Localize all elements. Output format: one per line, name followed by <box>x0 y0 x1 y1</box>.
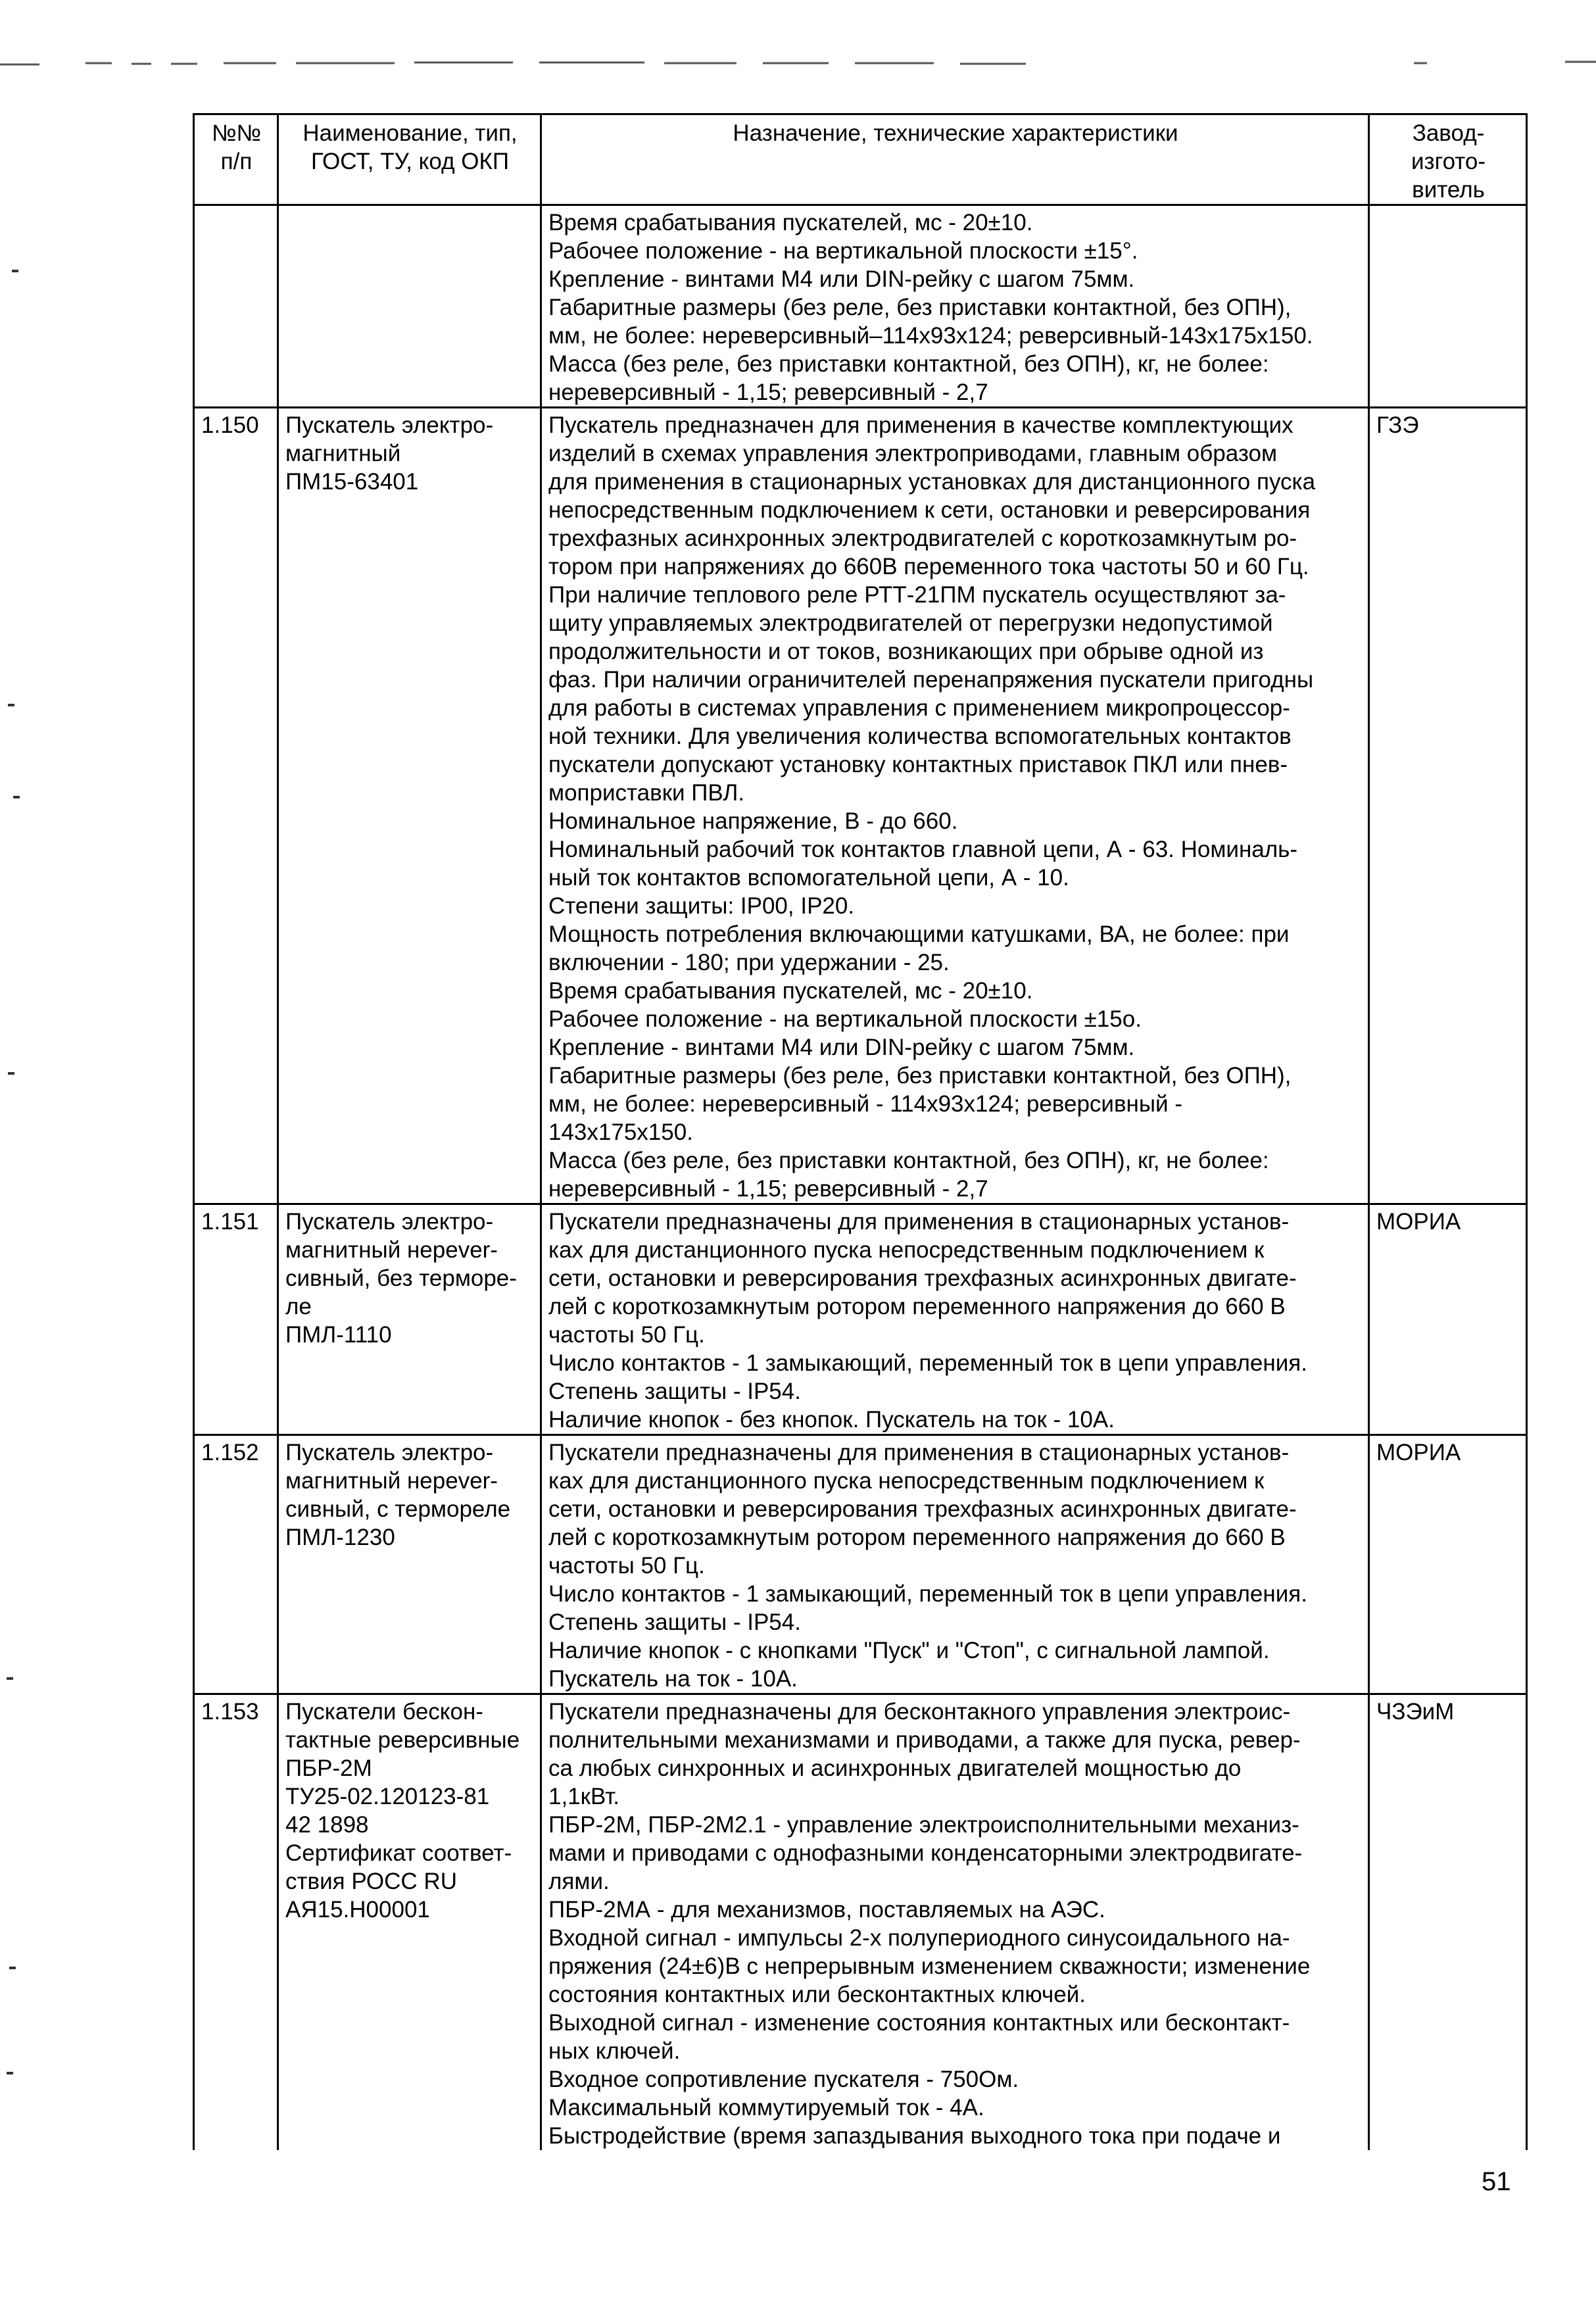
description-line: Номинальное напряжение, В - до 660. <box>548 808 958 834</box>
table-row <box>194 408 1527 1204</box>
description-line: ный ток контактов вспомогательной цепи, А - 10. <box>548 865 1069 891</box>
description-line: 1,1кВт. <box>548 1784 620 1809</box>
description-line: ной техники. Для увеличения количества вспомогательных контактов <box>548 723 1292 749</box>
item-name-line: Пускатель электро- <box>285 1440 494 1465</box>
description-line: Время срабатывания пускателей, мс - 20±10. <box>548 978 1033 1004</box>
description-line: лями. <box>548 1869 610 1894</box>
description-line: мм, не более: нереверсивный–114х93х124; реверсивный-143х175х150. <box>548 323 1313 349</box>
scan-speck <box>7 1677 13 1680</box>
item-name-line: сивный, с термореле <box>285 1496 511 1522</box>
cell-item-name <box>278 408 541 1204</box>
cell-item-number: 1.153 <box>194 1694 278 2151</box>
description-line: тором при напряжениях до 660В переменного тока частоты 50 и 60 Гц. <box>548 554 1309 579</box>
description-line: лей с короткозамкнутым ротором переменного напряжения до 660 В <box>548 1525 1286 1550</box>
description-line: моприставки ПВЛ. <box>548 780 745 806</box>
scan-speck <box>13 796 20 798</box>
description-line: лей с короткозамкнутым ротором переменного напряжения до 660 В <box>548 1294 1286 1319</box>
item-name-line: магнитный <box>285 441 401 466</box>
description-line: ных ключей. <box>548 2038 681 2064</box>
item-name-line: ПБР-2М <box>285 1755 372 1781</box>
description-line: Степени защиты: IP00, IP20. <box>548 893 855 919</box>
cell-item-name <box>278 205 541 408</box>
item-name-line: сивный, без терморе- <box>285 1265 517 1291</box>
description-line: Габаритные размеры (без реле, без приставки контактной, без ОПН), <box>548 295 1292 320</box>
page-number: 51 <box>1482 2167 1511 2196</box>
header-text: №№ <box>211 120 262 146</box>
description-line: ПБР-2М, ПБР-2М2.1 - управление электроисполнительными механиз- <box>548 1812 1299 1838</box>
description-line: са любых синхронных и асинхронных двигателей мощностью до <box>548 1755 1242 1781</box>
description-line: сети, остановки и реверсирования трехфазных асинхронных двигате- <box>548 1496 1297 1522</box>
description-line: включении - 180; при удержании - 25. <box>548 950 950 975</box>
description-line: частоты 50 Гц. <box>548 1322 705 1348</box>
description-line: Крепление - винтами М4 или DIN-рейку с шагом 75мм. <box>548 266 1135 292</box>
description-line: продолжительности и от токов, возникающих при обрыве одной из <box>548 639 1264 664</box>
item-name-line: Пускатель электро- <box>285 412 494 438</box>
cell-manufacturer: ЧЗЭиМ <box>1369 1694 1527 2151</box>
cell-item-description <box>541 408 1369 1204</box>
scan-artifact-line <box>0 55 1596 75</box>
description-line: для применения в стационарных установках для дистанционного пуска <box>548 469 1316 495</box>
header-text: Наименование, тип, <box>302 120 518 146</box>
header-maker <box>1369 114 1527 205</box>
description-line: нереверсивный - 1,15; реверсивный - 2,7 <box>548 380 988 405</box>
scan-speck <box>7 2072 13 2074</box>
header-text: витель <box>1412 177 1485 203</box>
header-desc <box>541 114 1369 205</box>
description-line: нереверсивный - 1,15; реверсивный - 2,7 <box>548 1176 988 1202</box>
description-line: Быстродействие (время запаздывания выходного тока при подаче и <box>548 2123 1281 2149</box>
item-name-line: ПМЛ-1230 <box>285 1525 395 1550</box>
cell-manufacturer <box>1369 205 1527 408</box>
cell-manufacturer: ГЗЭ <box>1369 408 1527 1204</box>
item-name-line: АЯ15.Н00001 <box>285 1897 430 1923</box>
table-row <box>194 1694 1527 2151</box>
cell-item-description <box>541 1694 1369 2151</box>
description-line: Время срабатывания пускателей, мс - 20±10. <box>548 210 1033 235</box>
scan-speck <box>8 704 14 706</box>
description-line: мами и приводами с однофазными конденсаторными электродвигате- <box>548 1840 1303 1866</box>
description-line: Степень защиты - IP54. <box>548 1379 801 1404</box>
scan-speck <box>9 1967 16 1969</box>
header-text: Завод- <box>1412 120 1485 146</box>
description-line: трехфазных асинхронных электродвигателей с короткозамкнутым ро- <box>548 526 1297 551</box>
cell-item-description <box>541 1204 1369 1435</box>
cell-item-name <box>278 1694 541 2151</box>
description-line: Пускатели предназначены для применения в стационарных установ- <box>548 1440 1290 1465</box>
description-line: Мощность потребления включающими катушками, ВА, не более: при <box>548 921 1290 947</box>
item-name-line: магнитный нерever- <box>285 1468 498 1494</box>
item-name-line: Пускатель электро- <box>285 1209 494 1235</box>
cell-item-number <box>194 205 278 408</box>
header-name <box>278 114 541 205</box>
item-name-line: ПМЛ-1110 <box>285 1322 392 1348</box>
description-line: непосредственным подключением к сети, остановки и реверсирования <box>548 497 1311 523</box>
cell-item-number: 1.150 <box>194 408 278 1204</box>
cell-manufacturer: МОРИА <box>1369 1204 1527 1435</box>
cell-item-name <box>278 1435 541 1694</box>
description-line: пряжения (24±6)В с непрерывным изменением скважности; изменение <box>548 1953 1311 1979</box>
description-line: Число контактов - 1 замыкающий, переменный ток в цепи управления. <box>548 1581 1307 1607</box>
description-line: Наличие кнопок - без кнопок. Пускатель на ток - 10А. <box>548 1407 1115 1433</box>
cell-item-description <box>541 205 1369 408</box>
item-name-line: ТУ25-02.120123-81 <box>285 1784 490 1809</box>
description-line: мм, не более: нереверсивный - 114х93х124; реверсивный - <box>548 1091 1182 1117</box>
item-name-line: Пускатели бескон- <box>285 1699 483 1725</box>
description-line: 143х175х150. <box>548 1119 693 1145</box>
table-row <box>194 1204 1527 1435</box>
description-line: Масса (без реле, без приставки контактной, без ОПН), кг, не более: <box>548 351 1269 377</box>
item-name-line: ПМ15-63401 <box>285 469 419 495</box>
table-row <box>194 205 1527 408</box>
header-num <box>194 114 278 205</box>
description-line: пускатели допускают установку контактных приставок ПКЛ или пнев- <box>548 752 1288 777</box>
description-line: полнительными механизмами и приводами, а также для пуска, ревер- <box>548 1727 1301 1753</box>
description-line: Входной сигнал - импульсы 2-х полупериодного синусоидального на- <box>548 1925 1290 1951</box>
description-line: Крепление - винтами М4 или DIN-рейку с шагом 75мм. <box>548 1035 1135 1060</box>
cell-item-number: 1.151 <box>194 1204 278 1435</box>
description-line: Степень защиты - IP54. <box>548 1609 801 1635</box>
description-line: сети, остановки и реверсирования трехфазных асинхронных двигате- <box>548 1265 1297 1291</box>
scan-speck <box>12 270 18 272</box>
spec-table <box>193 113 1528 2150</box>
item-name-line: Сертификат соответ- <box>285 1840 512 1866</box>
scan-speck <box>8 1072 14 1075</box>
header-text: изгото- <box>1411 149 1486 174</box>
description-line: Пускатель на ток - 10А. <box>548 1666 798 1692</box>
description-line: для работы в системах управления с применением микропроцессор- <box>548 695 1290 721</box>
table-header-row <box>194 114 1527 205</box>
description-line: Пускатель предназначен для применения в качестве комплектующих <box>548 412 1294 438</box>
cell-item-number: 1.152 <box>194 1435 278 1694</box>
description-line: Габаритные размеры (без реле, без приставки контактной, без ОПН), <box>548 1063 1292 1089</box>
cell-manufacturer: МОРИА <box>1369 1435 1527 1694</box>
header-text: ГОСТ, ТУ, код ОКП <box>310 149 509 174</box>
header-text: п/п <box>220 149 253 174</box>
item-name-line: ле <box>285 1294 312 1319</box>
item-name-line: тактные реверсивные <box>285 1727 520 1753</box>
description-line: частоты 50 Гц. <box>548 1553 705 1579</box>
description-line: фаз. При наличии ограничителей перенапряжения пускатели пригодны <box>548 667 1314 693</box>
description-line: Число контактов - 1 замыкающий, переменный ток в цепи управления. <box>548 1350 1307 1376</box>
description-line: Рабочее положение - на вертикальной плоскости ±15о. <box>548 1006 1142 1032</box>
item-name-line: ствия РОСС RU <box>285 1869 457 1894</box>
description-line: Рабочее положение - на вертикальной плоскости ±15°. <box>548 238 1138 264</box>
header-text: Назначение, технические характеристики <box>733 120 1178 146</box>
description-line: Наличие кнопок - с кнопками "Пуск" и "Стоп", с сигнальной лампой. <box>548 1638 1270 1663</box>
description-line: При наличие теплового реле РТТ-21ПМ пускатель осуществляют за- <box>548 582 1286 608</box>
description-line: Номинальный рабочий ток контактов главной цепи, А - 63. Номиналь- <box>548 837 1298 862</box>
description-line: изделий в схемах управления электроприводами, главным образом <box>548 441 1278 466</box>
item-name-line: магнитный нерever- <box>285 1237 498 1263</box>
description-line: Входное сопротивление пускателя - 750Ом. <box>548 2067 1019 2092</box>
description-line: Пускатели предназначены для бесконтакного управления электроис- <box>548 1699 1291 1725</box>
description-line: щиту управляемых электродвигателей от перегрузки недопустимой <box>548 610 1273 636</box>
table-body <box>194 205 1527 2151</box>
description-line: Максимальный коммутируемый ток - 4А. <box>548 2095 984 2120</box>
item-name-line: 42 1898 <box>285 1812 369 1838</box>
description-line: Выходной сигнал - изменение состояния контактных или бесконтакт- <box>548 2010 1290 2036</box>
cell-item-description <box>541 1435 1369 1694</box>
description-line: ках для дистанционного пуска непосредственным подключением к <box>548 1468 1265 1494</box>
description-line: состояния контактных или бесконтактных ключей. <box>548 1982 1086 2007</box>
description-line: ПБР-2МА - для механизмов, поставляемых на АЭС. <box>548 1897 1105 1923</box>
description-line: Пускатели предназначены для применения в стационарных установ- <box>548 1209 1290 1235</box>
cell-item-name <box>278 1204 541 1435</box>
description-line: ках для дистанционного пуска непосредственным подключением к <box>548 1237 1265 1263</box>
description-line: Масса (без реле, без приставки контактной, без ОПН), кг, не более: <box>548 1148 1269 1173</box>
table-row <box>194 1435 1527 1694</box>
